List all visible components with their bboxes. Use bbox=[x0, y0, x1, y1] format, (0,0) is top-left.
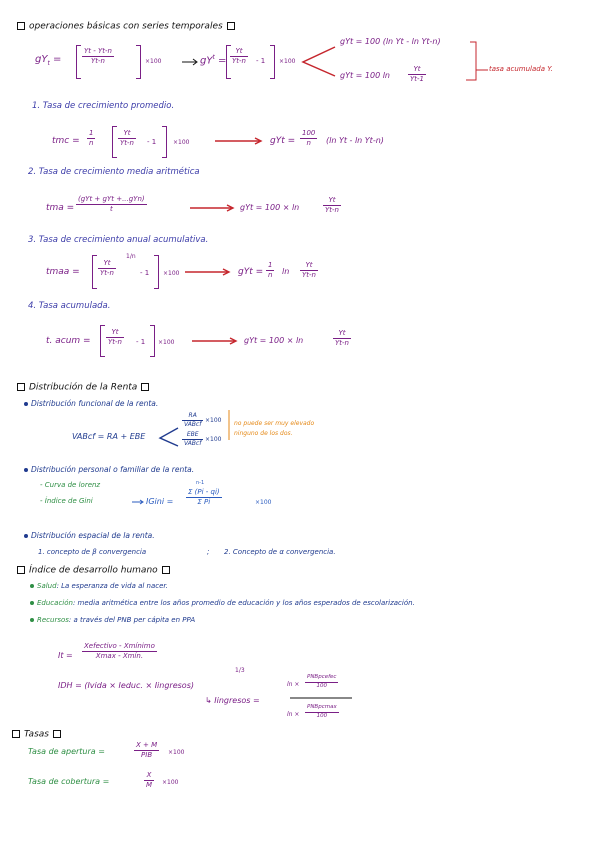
cobertura-frac: X M bbox=[146, 771, 153, 789]
apertura-line: Tasa de apertura = bbox=[28, 747, 105, 756]
main-formula-frac: Yt - Yt-n Yt-n bbox=[84, 47, 112, 65]
item1-title: 1. Tasa de crecimiento promedio. bbox=[32, 101, 175, 111]
item3-rhs: gYt = bbox=[238, 267, 264, 277]
item3-rhs-frac: 1 n bbox=[268, 261, 273, 279]
gini-item: - Índice de Gini bbox=[40, 497, 93, 505]
item4-rhs-frac: Yt Yt-n bbox=[335, 329, 349, 347]
esp-item1: 1. concepto de β convergencia bbox=[38, 548, 147, 556]
ra-frac: RA VABcf bbox=[184, 412, 202, 428]
salud-item: Salud: La esperanza de vida al nacer. bbox=[30, 583, 168, 590]
esp-sep: ; bbox=[207, 548, 210, 556]
esp-item2: 2. Concepto de α convergencia. bbox=[224, 548, 336, 556]
rec-item: Recursos: a través del PNB per cápita en PPA bbox=[30, 617, 195, 624]
main-formula-rhs-lhs: $gY^t$ = bbox=[200, 54, 227, 67]
item4-rhs: gYt = 100 × ln bbox=[244, 336, 304, 345]
checkbox-icon bbox=[17, 22, 25, 30]
it-frac: Xefectivo - Xmínimo Xmax - Xmín. bbox=[84, 642, 155, 660]
gini-lhs: IGini = bbox=[146, 497, 174, 506]
ing-num-pre: ln × bbox=[287, 681, 300, 688]
item4-lhs: t. acum = bbox=[46, 336, 91, 346]
item3-frac: Yt Yt-n bbox=[100, 259, 114, 277]
it-lhs: It = bbox=[58, 651, 73, 660]
bullet-icon bbox=[24, 468, 28, 472]
apertura-frac: X + M PIB bbox=[136, 741, 158, 759]
item3-title: 3. Tasa de crecimiento anual acumulativa. bbox=[28, 235, 209, 245]
checkbox-icon bbox=[12, 730, 20, 738]
item3-exp: 1/n bbox=[126, 253, 136, 260]
bullet-icon bbox=[24, 534, 28, 538]
item1-tail: - 1 bbox=[147, 138, 157, 146]
item3-tail: - 1 bbox=[140, 269, 150, 277]
esp-title: Distribución espacial de la renta. bbox=[24, 532, 155, 540]
accum-bracket bbox=[466, 42, 476, 80]
item1-frac1: 1 n bbox=[89, 129, 94, 147]
main-formula-frac2: Yt Yt-n bbox=[232, 47, 246, 65]
checkbox-icon bbox=[17, 566, 25, 574]
branch-top-formula: gYt = 100 (ln Yt - ln Yt-n) bbox=[340, 37, 441, 46]
item1-rhs: gYt = bbox=[270, 136, 296, 146]
item4-title: 4. Tasa acumulada. bbox=[28, 301, 111, 311]
note-line2: ninguno de los dos. bbox=[234, 430, 293, 437]
item4-frac: Yt Yt-n bbox=[108, 328, 122, 346]
accum-label: tasa acumulada Y. bbox=[489, 65, 553, 73]
pers-title: Distribución personal o familiar de la renta. bbox=[24, 466, 194, 474]
main-formula-lhs: $gY_t$ = bbox=[35, 54, 62, 67]
item3-rhs-ln: ln bbox=[282, 267, 290, 276]
ing-lhs: ↳ Iingresos = bbox=[205, 696, 260, 705]
edu-item: Educación: media aritmética entre los años promedio de educación y los años esperados de escolarización. bbox=[30, 600, 415, 607]
ing-num-frac: PNBpcefec 100 bbox=[307, 674, 337, 689]
bullet-icon bbox=[24, 402, 28, 406]
item2-frac: (gYt + gYt +...gYn) t bbox=[78, 195, 145, 213]
section-title-renta: Distribución de la Renta bbox=[17, 383, 149, 393]
ing-den-pre: ln × bbox=[287, 711, 300, 718]
ing-den-frac: PNBpcmax 100 bbox=[307, 704, 337, 719]
item2-lhs: tma = bbox=[46, 203, 75, 213]
item1-rhs-tail: (ln Yt - ln Yt-n) bbox=[326, 136, 384, 145]
gini-frac: Σ (Pi - qi) Σ Pi bbox=[188, 488, 220, 506]
item3-times: ×100 bbox=[163, 270, 180, 277]
main-times: ×100 bbox=[145, 58, 162, 65]
main-minus1: - 1 bbox=[256, 57, 266, 65]
bullet-icon bbox=[30, 601, 34, 605]
lorenz-item: - Curva de lorenz bbox=[40, 481, 101, 489]
branch-bottom-formula: gYt = 100 ln bbox=[340, 71, 390, 80]
cobertura-line: Tasa de cobertura = bbox=[28, 777, 110, 786]
gini-times: ×100 bbox=[255, 499, 272, 506]
item4-tail: - 1 bbox=[136, 338, 146, 346]
note-line1: no puede ser muy elevado bbox=[234, 420, 315, 427]
checkbox-icon bbox=[53, 730, 61, 738]
item2-title: 2. Tasa de crecimiento media aritmética bbox=[28, 167, 200, 177]
idh-exp: 1/3 bbox=[235, 667, 245, 674]
vab-formula: VABcf = RA + EBE bbox=[72, 432, 146, 441]
idh-formula: IDH = (Ivida × Ieduc. × Iingresos) bbox=[58, 681, 194, 690]
func-title: Distribución funcional de la renta. bbox=[24, 400, 158, 408]
item1-frac2: Yt Yt-n bbox=[120, 129, 134, 147]
bullet-icon bbox=[30, 618, 34, 622]
item4-times: ×100 bbox=[158, 339, 175, 346]
item2-rhs: gYt = 100 × ln bbox=[240, 203, 300, 212]
ebe-frac: EBE VABcf bbox=[184, 431, 202, 447]
checkbox-icon bbox=[227, 22, 235, 30]
cobertura-times: ×100 bbox=[162, 779, 179, 786]
ebe-times: ×100 bbox=[205, 436, 222, 443]
item1-rhs-frac: 100 n bbox=[302, 129, 316, 147]
section-title-idh: Índice de desarrollo humano bbox=[17, 566, 170, 576]
item1-times: ×100 bbox=[173, 139, 190, 146]
ra-times: ×100 bbox=[205, 417, 222, 424]
section-title-series: operaciones básicas con series temporales bbox=[17, 22, 235, 32]
item1-lhs: tmc = bbox=[52, 136, 80, 146]
bullet-icon bbox=[30, 584, 34, 588]
item3-rhs-frac2: Yt Yt-n bbox=[302, 261, 316, 279]
branch-arrow bbox=[303, 47, 335, 76]
item3-lhs: tmaa = bbox=[46, 267, 80, 277]
main-times2: ×100 bbox=[279, 58, 296, 65]
item2-rhs-frac: Yt Yt-n bbox=[325, 196, 339, 214]
gini-top: n-1 bbox=[196, 480, 205, 486]
section-title-tasas: Tasas bbox=[12, 730, 61, 740]
checkbox-icon bbox=[141, 383, 149, 391]
checkbox-icon bbox=[17, 383, 25, 391]
checkbox-icon bbox=[162, 566, 170, 574]
branch-bottom-frac: Yt Yt-1 bbox=[410, 65, 424, 83]
apertura-times: ×100 bbox=[168, 749, 185, 756]
